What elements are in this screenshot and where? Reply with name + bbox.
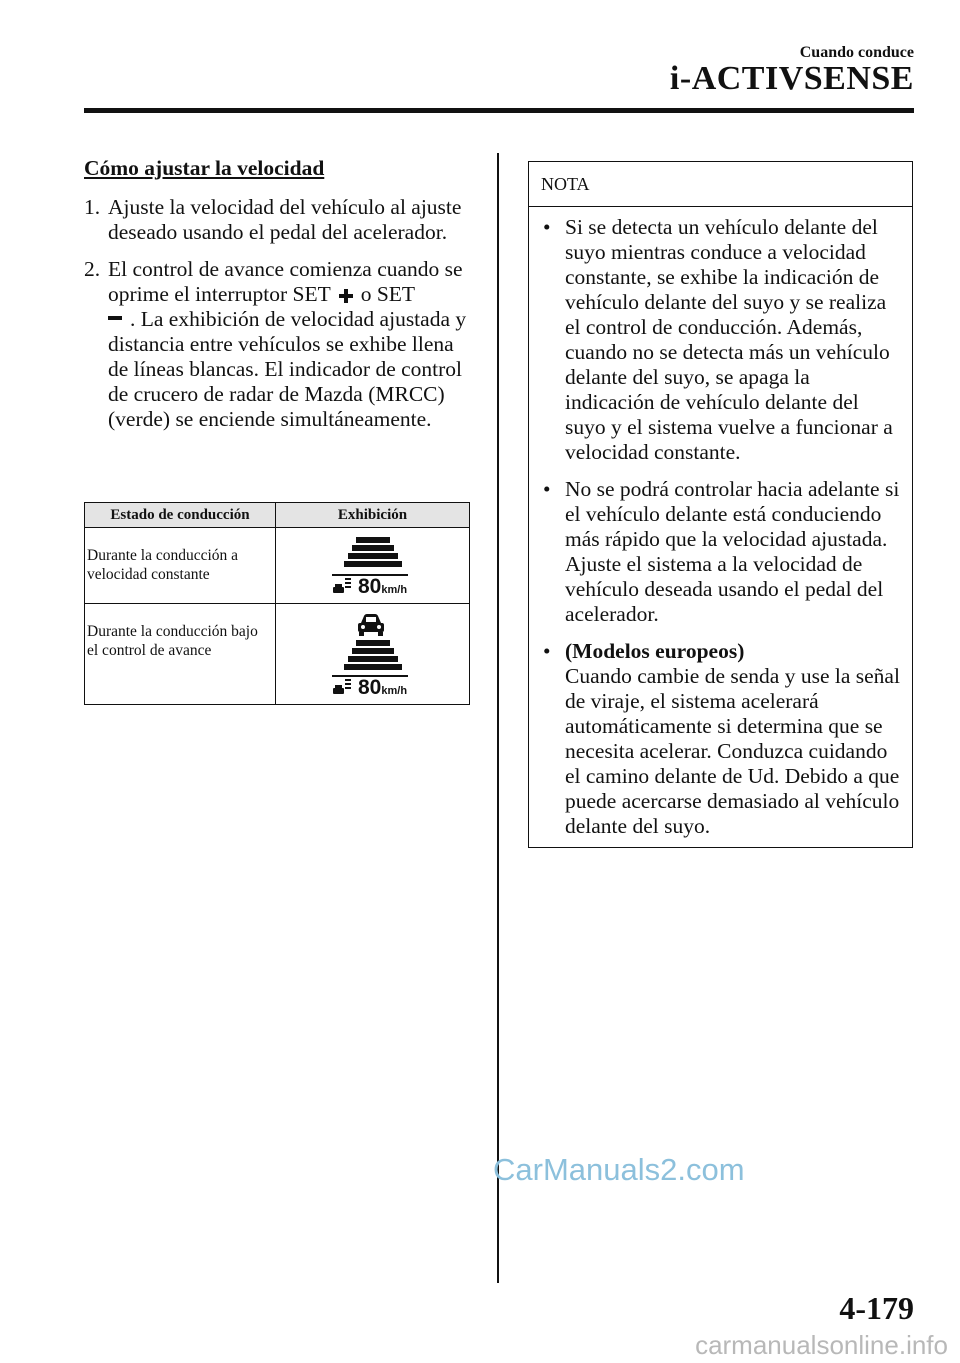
speed-value: 80 — [358, 575, 382, 598]
step-text: Ajuste la velocidad del vehículo al ajuste deseado usando el pedal del acelerador. — [108, 195, 462, 244]
bullet-icon: • — [543, 215, 551, 239]
step-number: 1. — [84, 195, 101, 219]
section-title: Cómo ajustar la velocidad — [84, 156, 325, 180]
table-header: Estado de conducción — [85, 503, 276, 528]
nota-body — [529, 207, 912, 839]
step-text: o SET — [360, 282, 416, 306]
list-item-text: No se podrá controlar hacia adelante si el vehículo delante está conduciendo más rápido que la velocidad ajustada. Ajuste el sistema a la velocidad de vehículo deseada usando el pedal del acelerador. — [565, 477, 900, 626]
bullet-icon: • — [543, 477, 551, 501]
set-minus-icon — [108, 316, 122, 320]
list-item-text: Cuando cambie de senda y use la señal de viraje, el sistema acelerará automáticamente si determina que se necesita acelerar. Conduzca cuidando el camino delante de Ud. Debido a que puede acercarse demasiado al vehículo delante del suyo. — [565, 664, 900, 838]
nota-title: NOTA — [529, 162, 912, 207]
radar-cruise-icon — [332, 678, 352, 696]
step-number: 2. — [84, 257, 101, 281]
speed-unit: km/h — [381, 584, 408, 596]
header-title: i-ACTIVSENSE — [669, 60, 914, 97]
display-table — [84, 502, 470, 705]
nota-box — [528, 161, 913, 848]
step-2 — [84, 257, 470, 432]
table-header-row — [85, 503, 470, 528]
header-subtitle: Cuando conduce — [799, 44, 914, 61]
left-column — [84, 156, 470, 444]
table-row — [85, 528, 470, 604]
set-speed-readout — [332, 577, 407, 600]
distance-bars-icon — [344, 640, 402, 672]
driving-state-cell: Durante la conducción bajo el control de avance — [85, 604, 276, 705]
watermark: CarManuals2.com — [493, 1152, 745, 1187]
driving-state-cell: Durante la conducción a velocidad constante — [85, 528, 276, 604]
column-divider — [497, 153, 499, 1283]
footer-url: carmanualsonline.info — [695, 1330, 948, 1360]
step-text: . La exhibición de velocidad ajustada y distancia entre vehículos se exhibe llena de líneas blancas. El indicador de control de crucero de radar de Mazda (MRCC) (verde) se enciende simultáneamente. — [108, 307, 467, 431]
list-item-text: Si se detecta un vehículo delante del suyo mientras conduce a velocidad constante, se exhibe la indicación de vehículo delante del suyo y se realiza el control de conducción. Además, cuando no se detecta más un vehículo delante del suyo, se apaga la indicación de vehículo delante del suyo y el sistema vuelve a funcionar a velocidad constante. — [565, 215, 893, 464]
table-header: Exhibición — [276, 503, 470, 528]
display-cell — [276, 528, 470, 604]
display-cell — [276, 604, 470, 705]
list-item-heading: (Modelos europeos) — [565, 639, 745, 663]
header-rule — [84, 108, 914, 113]
speed-unit: km/h — [381, 685, 408, 697]
distance-bars-icon — [344, 537, 402, 569]
list-item — [543, 639, 900, 839]
step-text: El control de avance comienza cuando se oprime el interruptor SET — [108, 257, 463, 306]
set-speed-readout — [332, 678, 407, 701]
bullet-icon: • — [543, 639, 551, 663]
vehicle-ahead-icon — [356, 613, 386, 637]
speed-value: 80 — [358, 676, 382, 699]
set-plus-icon — [339, 289, 353, 303]
step-1 — [84, 195, 470, 245]
table-row — [85, 604, 470, 705]
list-item — [543, 477, 900, 627]
page-number: 4-179 — [839, 1290, 914, 1326]
list-item — [543, 215, 900, 465]
radar-cruise-icon — [332, 577, 352, 595]
